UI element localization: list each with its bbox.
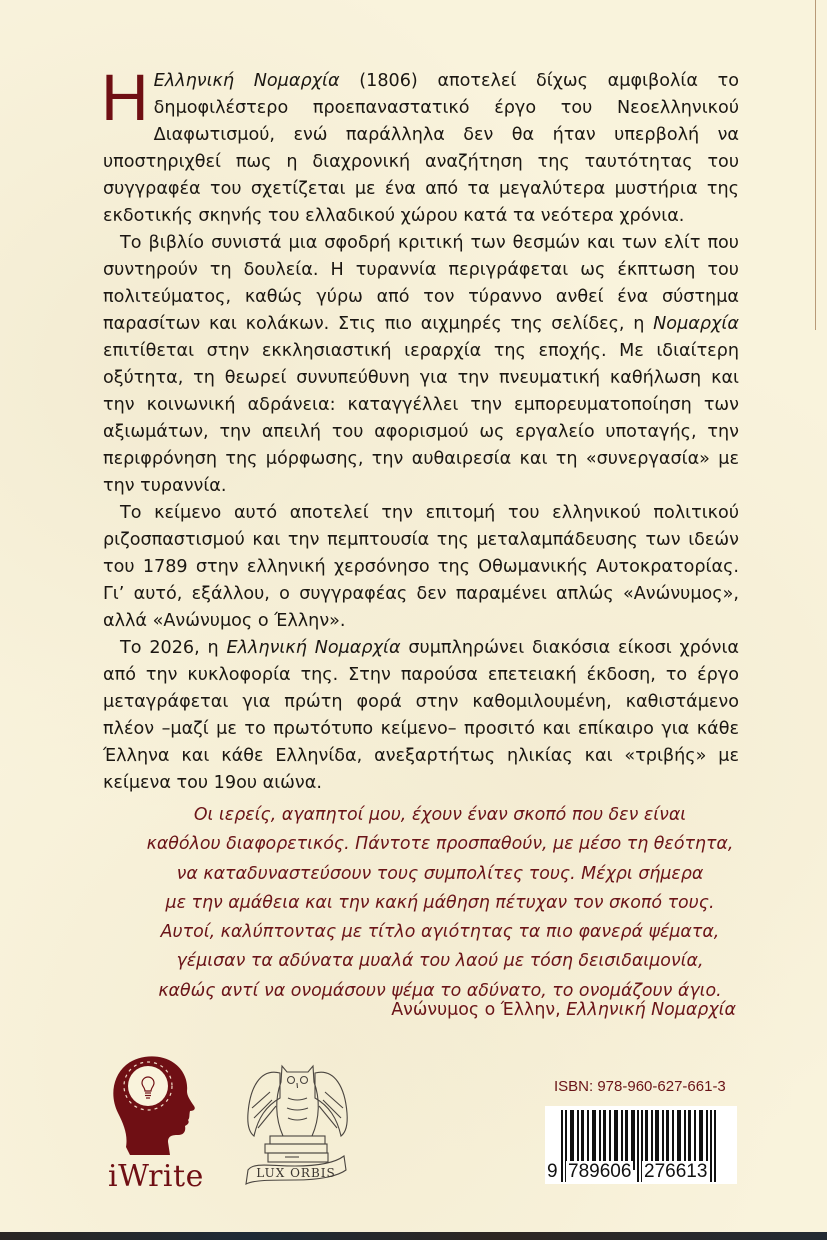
attribution-author: Ανώνυμος ο Έλλην,	[391, 1000, 567, 1020]
back-cover-blurb	[101, 60, 739, 797]
paragraph-3	[103, 500, 739, 635]
paragraph-text: επιτίθεται στην εκκλησιαστική ιεραρχία της εποχής. Με ιδιαίτερη οξύτητα, τη θεωρεί συνυπεύθυνη για την πνευματική καθήλωση και την κοινωνική αδράνεια: καταγγέλλει την εμπορευματοποίηση των αξιωμάτων, την απειλή του αφορισμού ως εργαλείο υποταγής, την περιφρόνηση της μόρφωσης, την αυθαιρεσία και τη «συνεργασία» με την τυραννία.	[103, 341, 739, 496]
quote-line: με την αμάθεια και την κακή μάθηση πέτυχαν τον σκοπό τους.	[165, 892, 715, 913]
quote-line: καθώς αντί να ονομάσουν ψέμα το αδύνατο, το ονομάζουν άγιο.	[158, 980, 722, 1001]
barcode-digit-prefix: 9	[547, 1161, 558, 1182]
isbn-barcode	[545, 1106, 737, 1184]
quote-line: καθόλου διαφορετικός. Πάντοτε προσπαθούν, με μέσο τη θεότητα,	[146, 834, 734, 855]
paragraph-1	[101, 60, 739, 230]
quote-attribution	[391, 1000, 736, 1020]
paragraph-text: συμπληρώνει διακόσια είκοσι χρόνια από την κυκλοφορία της. Στην παρούσα επετειακή έκδοση, το έργο μεταγράφεται για πρώτη φορά στην καθομιλουμένη, καθιστάμενο πλέον –μαζί με το πρωτότυπο κείμενο– προσιτό και επίκαιρο για κάθε Έλληνα και κάθε Ελληνίδα, ανεξαρτήτως ηλικίας και «τριβής» με κείμενα του 19ου αιώνα.	[103, 638, 739, 793]
quote-line: Αυτοί, καλύπτοντας με τίτλο αγιότητας τα πιο φανερά ψέματα,	[160, 922, 720, 943]
attribution-work: Ελληνική Νομαρχία	[566, 1000, 736, 1020]
quote-line: Οι ιερείς, αγαπητοί μου, έχουν έναν σκοπό που δεν είναι	[193, 805, 687, 825]
imprint-logo-lux-orbis	[240, 1058, 355, 1188]
book-title-italic: Νομαρχία	[653, 314, 739, 334]
page-edge-line	[815, 0, 816, 330]
barcode-digits-right: 276613	[644, 1161, 708, 1182]
isbn-label: ISBN: 978-960-627-661-3	[554, 1078, 726, 1095]
paragraph-text: (1806) αποτελεί δίχως αμφιβολία το δημοφιλέστερο προεπαναστατικό έργο του Νεοελληνικού Διαφωτισμού, ενώ παράλληλα δεν θα ήταν υπερβολή να υποστηριχθεί πως η διαχρονική αναζήτηση της ταυτότητας του συγγραφέα του σχετίζεται με ένα από τα μεγαλύτερα μυστήρια της εκδοτικής σκηνής του ελλαδικού χώρου κατά τα νεότερα χρόνια.	[103, 71, 739, 226]
head-lightbulb-icon	[108, 1055, 198, 1157]
bottom-dark-strip	[0, 1232, 827, 1240]
barcode-digits	[545, 1162, 737, 1184]
publisher-name: iWrite	[108, 1159, 204, 1194]
quote-line: να καταδυναστεύσουν τους συμπολίτες τους. Μέχρι σήμερα	[176, 863, 704, 884]
owl-on-books-icon	[240, 1058, 355, 1188]
paragraph-text: Το 2026, η	[120, 638, 227, 658]
paragraph-text: Το βιβλίο συνιστά μια σφοδρή κριτική των θεσμών και των ελίτ που συντηρούν τη δουλεία. Η τυραννία περιγράφεται ως έκπτωση του πολιτεύματος, καθώς γύρω από τον τύραννο ανθεί ένα σύστημα παρασίτων και κολάκων. Στις πιο αιχμηρές της σελίδες, η	[103, 233, 739, 334]
paragraph-2	[103, 230, 739, 500]
book-title-italic: Ελληνική Νομαρχία	[153, 71, 340, 91]
publisher-logo-iwrite	[108, 1055, 204, 1194]
quote-line: γέμισαν τα αδύνατα μυαλά του λαού με τόση δεισιδαιμονία,	[176, 951, 704, 972]
barcode-digits-left: 789606	[568, 1161, 632, 1182]
paragraph-4	[103, 635, 739, 797]
book-title-italic: Ελληνική Νομαρχία	[226, 638, 401, 658]
epigraph-quote	[140, 801, 740, 1006]
drop-cap: Η	[101, 60, 149, 134]
paragraph-text: Το κείμενο αυτό αποτελεί την επιτομή του ελληνικού πολιτικού ριζοσπαστισμού και την πεμπτουσία της μεταλαμπάδευσης των ιδεών του 1789 στην ελληνική χερσόνησο της Οθωμανικής Αυτοκρατορίας. Γι’ αυτό, εξάλλου, ο συγγραφέας δεν παραμένει απλώς «Ανώνυμος», αλλά «Ανώνυμος ο Έλλην».	[103, 503, 739, 631]
imprint-motto: LUX ORBIS	[256, 1166, 336, 1180]
